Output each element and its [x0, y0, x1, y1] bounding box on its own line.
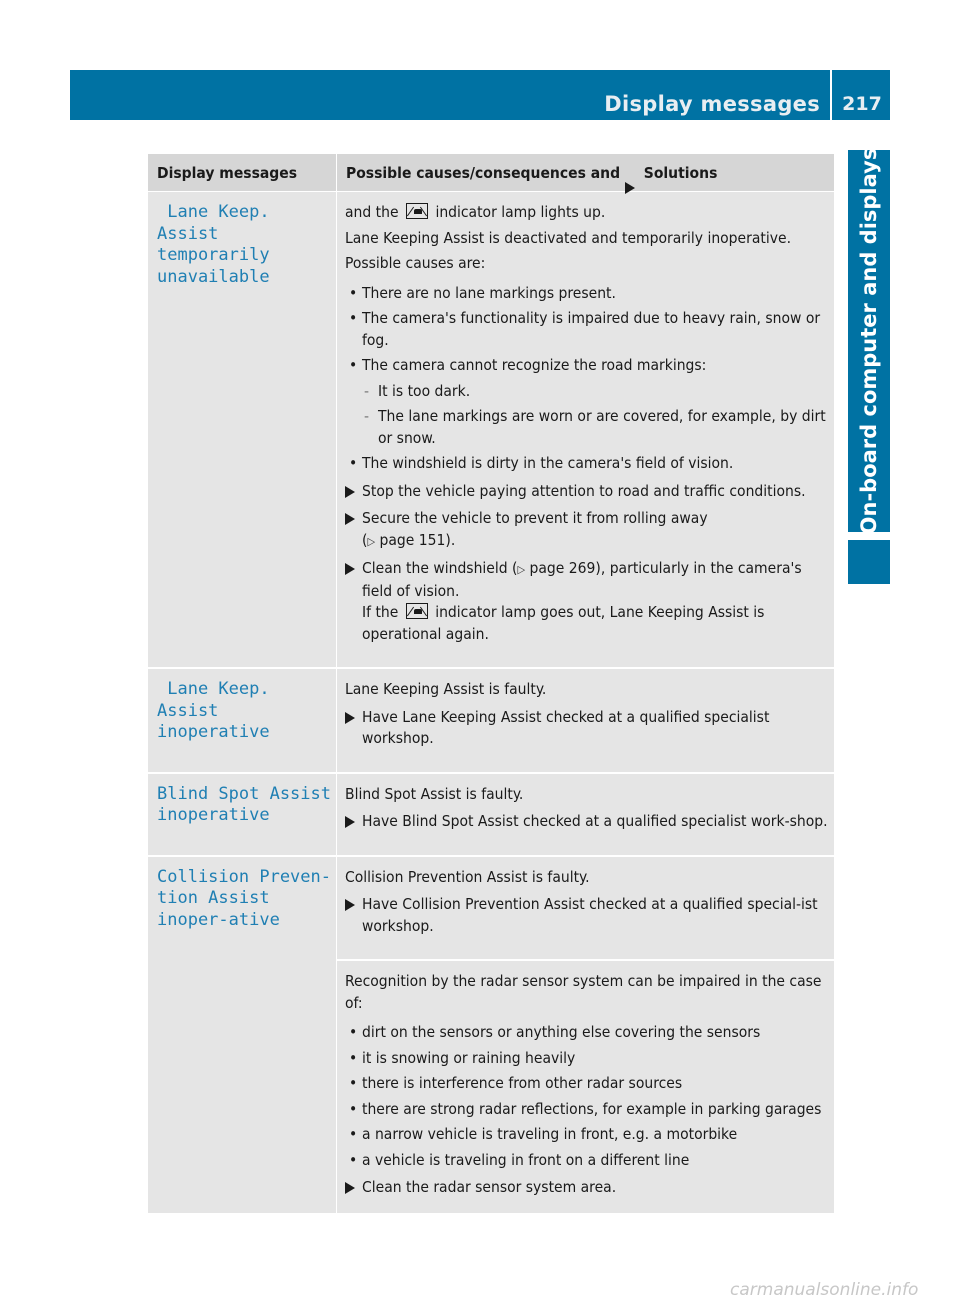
bullet-item: • there are strong radar reflections, for example in parking garages: [345, 1099, 828, 1121]
column-header-display-messages: Display messages: [148, 154, 336, 192]
bullet-item: • it is snowing or raining heavily: [345, 1048, 828, 1070]
description-cell: [336, 669, 834, 774]
action-arrow-icon: [345, 486, 355, 498]
text: Secure the vehicle to prevent it from rolling away: [362, 509, 708, 527]
paragraph: Possible causes are:: [345, 254, 486, 272]
display-messages-table: [148, 154, 834, 1215]
column-header-causes-text: Possible causes/consequences and: [346, 164, 621, 182]
sub-bullet-item: - It is too dark.: [345, 381, 828, 403]
action-item: [345, 707, 828, 750]
table-header-row: [148, 154, 834, 192]
table-row: [148, 669, 834, 774]
action-arrow-icon: [345, 563, 355, 575]
page-reference-icon: ▷: [367, 534, 376, 548]
section-title: Display messages: [604, 92, 820, 116]
page-reference[interactable]: page 151).: [379, 530, 456, 549]
bullet-item: • The camera's functionality is impaired due to heavy rain, snow or fog.: [345, 308, 828, 351]
bullet-item: • The windshield is dirty in the camera's field of vision.: [345, 453, 828, 475]
paragraph: Blind Spot Assist is faulty.: [345, 784, 524, 803]
bullet-item: • a vehicle is traveling in front on a different line: [345, 1150, 828, 1172]
table-row: [148, 774, 834, 857]
display-message: Blind Spot Assist inoperative: [157, 783, 331, 825]
text: indicator lamp goes out, Lane Keeping Assist is operational again.: [362, 603, 765, 643]
header-bar: [70, 70, 890, 120]
column-header-solutions-text: Solutions: [643, 164, 718, 182]
page-number: 217: [842, 93, 882, 115]
chapter-tab-label-wrap: [848, 147, 890, 535]
paragraph: Lane Keeping Assist is deactivated and temporarily inoperative.: [345, 228, 791, 247]
text: Have Collision Prevention Assist checked at a qualified special-ist workshop.: [362, 895, 818, 935]
action-arrow-icon: [625, 182, 635, 194]
text: and the: [345, 203, 399, 221]
bullet-item: • There are no lane markings present.: [345, 283, 828, 305]
text: indicator lamp lights up.: [435, 203, 606, 221]
action-item: [345, 558, 828, 645]
paragraph: Collision Prevention Assist is faulty.: [345, 867, 590, 886]
page-reference-icon: ▷: [517, 563, 526, 576]
action-item: [345, 1177, 828, 1199]
text: Stop the vehicle paying attention to road and traffic conditions.: [362, 481, 806, 500]
page-reference[interactable]: page 269), particularly in the camera's field of vision.: [362, 559, 802, 600]
table-row: [148, 192, 834, 669]
message-cell: [148, 857, 336, 1215]
header-divider: [830, 70, 832, 120]
description-cell: [336, 192, 834, 669]
chapter-tab-marker: [848, 540, 890, 584]
description-cell: [336, 774, 834, 857]
action-arrow-icon: [345, 513, 355, 525]
paragraph: [345, 202, 828, 224]
action-arrow-icon: [345, 816, 355, 828]
action-item: [345, 508, 828, 552]
text: Clean the windshield (: [362, 559, 518, 577]
column-header-causes: [336, 154, 834, 192]
description-cell: [336, 857, 834, 962]
display-message: Collision Preven‐tion Assist inoper‐ative: [157, 866, 331, 930]
action-item: [345, 811, 828, 833]
message-cell: [148, 774, 336, 857]
table-row: [148, 857, 834, 962]
paragraph: Recognition by the radar sensor system can be impaired in the case of:: [345, 972, 822, 1012]
text: If the: [362, 603, 399, 621]
action-item: [345, 481, 828, 503]
watermark: carmanualsonline.info: [730, 1280, 919, 1300]
text: Have Lane Keeping Assist checked at a qualified specialist workshop.: [362, 707, 770, 747]
bullet-item: • dirt on the sensors or anything else covering the sensors: [345, 1022, 828, 1044]
paragraph: Lane Keeping Assist is faulty.: [345, 680, 547, 698]
bullet-item: • a narrow vehicle is traveling in front, e.g. a motorbike: [345, 1124, 828, 1146]
message-cell: [148, 669, 336, 774]
action-arrow-icon: [345, 899, 355, 911]
action-arrow-icon: [345, 712, 355, 724]
message-cell: [148, 192, 336, 669]
bullet-item: • The camera cannot recognize the road markings:: [345, 355, 828, 377]
lane-keeping-indicator-icon: [406, 603, 428, 619]
text: (: [362, 530, 368, 549]
text: Have Blind Spot Assist checked at a qualified specialist work-shop.: [362, 812, 828, 830]
text: Clean the radar sensor system area.: [362, 1178, 617, 1196]
bullet-item: • there is interference from other radar sources: [345, 1073, 828, 1095]
display-message: Lane Keep. Assist inoperative: [157, 679, 280, 742]
action-item: [345, 894, 828, 937]
sub-bullet-item: - The lane markings are worn or are covered, for example, by dirt or snow.: [345, 406, 828, 449]
display-message: Lane Keep. Assist temporarily unavailable: [157, 202, 280, 287]
description-cell: [336, 961, 834, 1215]
lane-keeping-indicator-icon: [406, 203, 428, 219]
action-arrow-icon: [345, 1182, 355, 1194]
chapter-tab-label: On-board computer and displays: [857, 147, 881, 535]
